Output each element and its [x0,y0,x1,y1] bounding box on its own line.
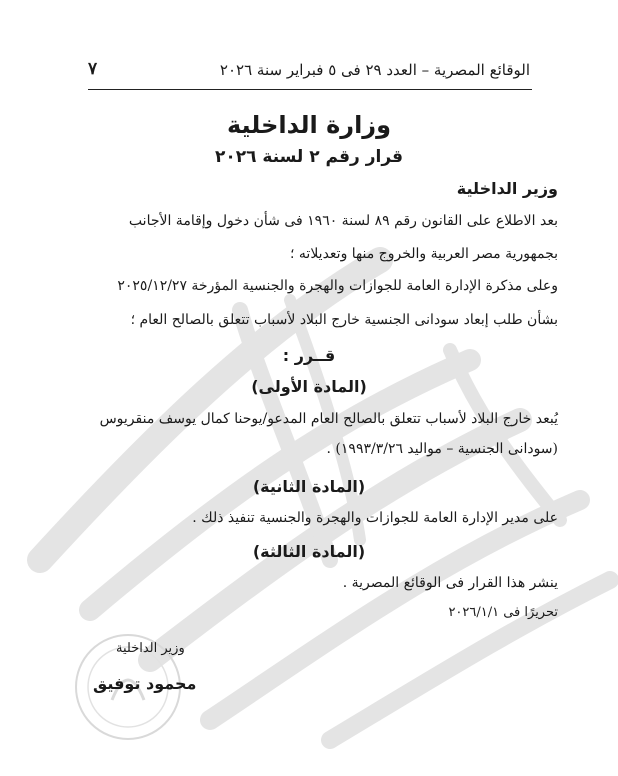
decided-heading: قــرر : [282,346,336,365]
header-divider [88,89,532,90]
article-heading: (المادة الثالثة) [252,542,366,561]
ministry-title: وزارة الداخلية [226,111,392,139]
publication-header: الوقائع المصرية – العدد ٢٩ فى ٥ فبراير سنة ٢٠٢٦ [219,61,530,79]
page-number: ٧ [88,59,98,79]
signatory-name: محمود توفيق [93,674,197,693]
decision-number: قرار رقم ٢ لسنة ٢٠٢٦ [214,147,404,167]
article-text: (سودانى الجنسية – مواليد ١٩٩٣/٣/٢٦) . [326,441,558,457]
signatory-title: وزير الداخلية [116,641,185,656]
issue-date: تحريرًا فى ٢٠٢٦/١/١ [448,605,558,620]
preamble-line: بعد الاطلاع على القانون رقم ٨٩ لسنة ١٩٦٠ فى شأن دخول وإقامة الأجانب [128,213,558,229]
preamble-line: بشأن طلب إبعاد سودانى الجنسية خارج البلاد لأسباب تتعلق بالصالح العام ؛ [130,312,558,328]
preamble-line: وعلى مذكرة الإدارة العامة للجوازات والهجرة والجنسية المؤرخة ٢٠٢٥/١٢/٢٧ [117,278,558,294]
article-text: يُبعد خارج البلاد لأسباب تتعلق بالصالح العام المدعو/يوحنا كمال يوسف منقريوس [99,411,558,427]
article-heading: (المادة الأولى) [251,377,367,396]
issuer-heading: وزير الداخلية [456,179,558,198]
article-heading: (المادة الثانية) [252,477,366,496]
article-text: ينشر هذا القرار فى الوقائع المصرية . [342,575,558,591]
article-text: على مدير الإدارة العامة للجوازات والهجرة والجنسية تنفيذ ذلك . [192,510,558,526]
preamble-line: بجمهورية مصر العربية والخروج منها وتعديلاته ؛ [290,246,558,262]
